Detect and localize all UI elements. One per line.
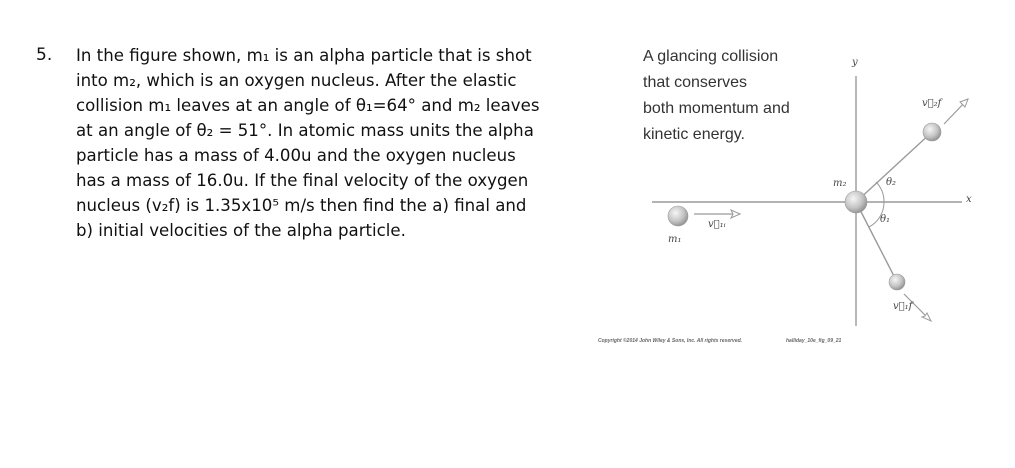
v1f-arrowhead (922, 313, 931, 321)
y-axis-label: y (852, 57, 858, 68)
v2f-label: v⃗₂f (922, 98, 942, 109)
problem-line-6: has a mass of 16.0u. If the final velocity of the oxygen (76, 171, 529, 190)
caption-line-2: that conserves (643, 74, 748, 91)
m2-final-ball (923, 123, 941, 141)
problem-line-3: collision m₁ leaves at an angle of θ₁=64° and m₂ leaves (76, 96, 540, 115)
x-axis-label: x (966, 194, 972, 205)
collision-diagram (590, 36, 1015, 356)
caption-line-3: both momentum and (643, 100, 790, 117)
theta2-arc (876, 182, 884, 202)
problem-line-5: particle has a mass of 4.00u and the oxygen nucleus (76, 146, 516, 165)
problem-number: 5. (36, 45, 53, 65)
v1i-label: v⃗₁ᵢ (708, 219, 726, 230)
problem-line-7: nucleus (v₂f) is 1.35x10⁵ m/s then find the a) final and (76, 196, 527, 215)
theta2-label: θ₂ (886, 177, 897, 188)
copyright-text: Copyright ©2014 John Wiley & Sons, Inc. All rights reserved. (598, 338, 743, 344)
v1f-label: v⃗₁f (893, 301, 913, 312)
problem-line-1: In the figure shown, m₁ is an alpha particle that is shot (76, 46, 532, 65)
m1-label: m₁ (668, 234, 682, 245)
collision-figure (590, 36, 1015, 356)
caption-line-4: kinetic energy. (643, 126, 745, 143)
problem-line-8: b) initial velocities of the alpha particle. (76, 221, 406, 240)
problem-line-2: into m₂, which is an oxygen nucleus. After the elastic (76, 71, 517, 90)
theta1-label: θ₁ (880, 214, 891, 225)
problem-line-4: at an angle of θ₂ = 51°. In atomic mass units the alpha (76, 121, 534, 140)
figure-id: halliday_10e_fig_09_21 (786, 338, 842, 344)
m2-label: m₂ (833, 178, 847, 189)
m2-path (856, 132, 932, 202)
m1-initial-ball (668, 206, 688, 226)
caption-line-1: A glancing collision (643, 48, 779, 65)
m1-final-ball (889, 274, 905, 290)
m2-collision-ball (845, 191, 867, 213)
m1-path (856, 202, 897, 282)
